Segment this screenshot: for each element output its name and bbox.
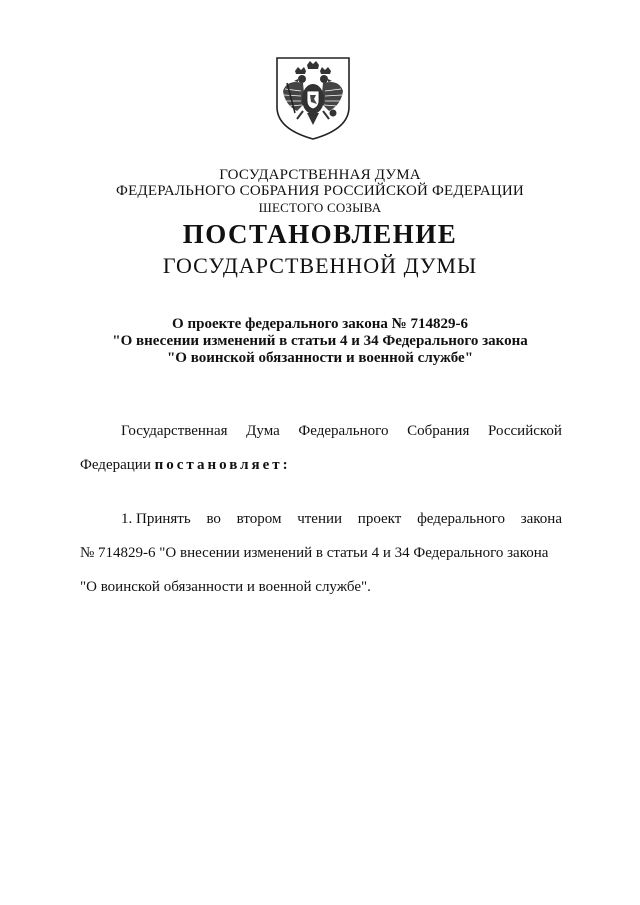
preamble-decision: постановляет: bbox=[154, 457, 291, 473]
item-1-word: чтении bbox=[297, 511, 343, 527]
header-duma: ГОСУДАРСТВЕННАЯ ДУМА bbox=[219, 167, 421, 183]
preamble-word: Федерального bbox=[298, 423, 389, 439]
item-1-word: втором bbox=[236, 511, 282, 527]
bill-title-line-3: "О воинской обязанности и военной службе" bbox=[166, 350, 474, 366]
header-federal-assembly: ФЕДЕРАЛЬНОГО СОБРАНИЯ РОССИЙСКОЙ ФЕДЕРАЦИИ bbox=[116, 183, 524, 199]
preamble-line-1 bbox=[121, 422, 562, 440]
item-1-line-1 bbox=[121, 510, 562, 528]
preamble-text: Федерации bbox=[80, 457, 151, 473]
item-1-word: проект bbox=[357, 511, 402, 527]
header-convocation: ШЕСТОГО СОЗЫВА bbox=[258, 200, 382, 215]
item-1-word: во bbox=[206, 511, 221, 527]
bill-title-line-1: О проекте федерального закона № 714829-6 bbox=[172, 316, 468, 332]
document-title: ПОСТАНОВЛЕНИЕ bbox=[182, 219, 458, 249]
item-1-line-3: "О воинской обязанности и военной службе". bbox=[80, 579, 371, 595]
bill-title-line-2: "О внесении изменений в статьи 4 и 34 Федерального закона bbox=[112, 333, 528, 349]
item-1-word: закона bbox=[520, 511, 562, 527]
item-1-word: федерального bbox=[417, 511, 505, 527]
preamble-line-2 bbox=[80, 456, 562, 474]
item-1-word: 1. Принять bbox=[121, 511, 191, 527]
preamble-word: Государственная bbox=[121, 423, 228, 439]
preamble-word: Российской bbox=[488, 423, 562, 439]
russian-coat-of-arms-icon bbox=[273, 55, 353, 141]
item-1-line-2: № 714829-6 "О внесении изменений в статьи 4 и 34 Федерального закона bbox=[80, 545, 549, 561]
preamble-word: Дума bbox=[246, 423, 280, 439]
document-subtitle: ГОСУДАРСТВЕННОЙ ДУМЫ bbox=[162, 253, 478, 278]
preamble-word: Собрания bbox=[407, 423, 470, 439]
